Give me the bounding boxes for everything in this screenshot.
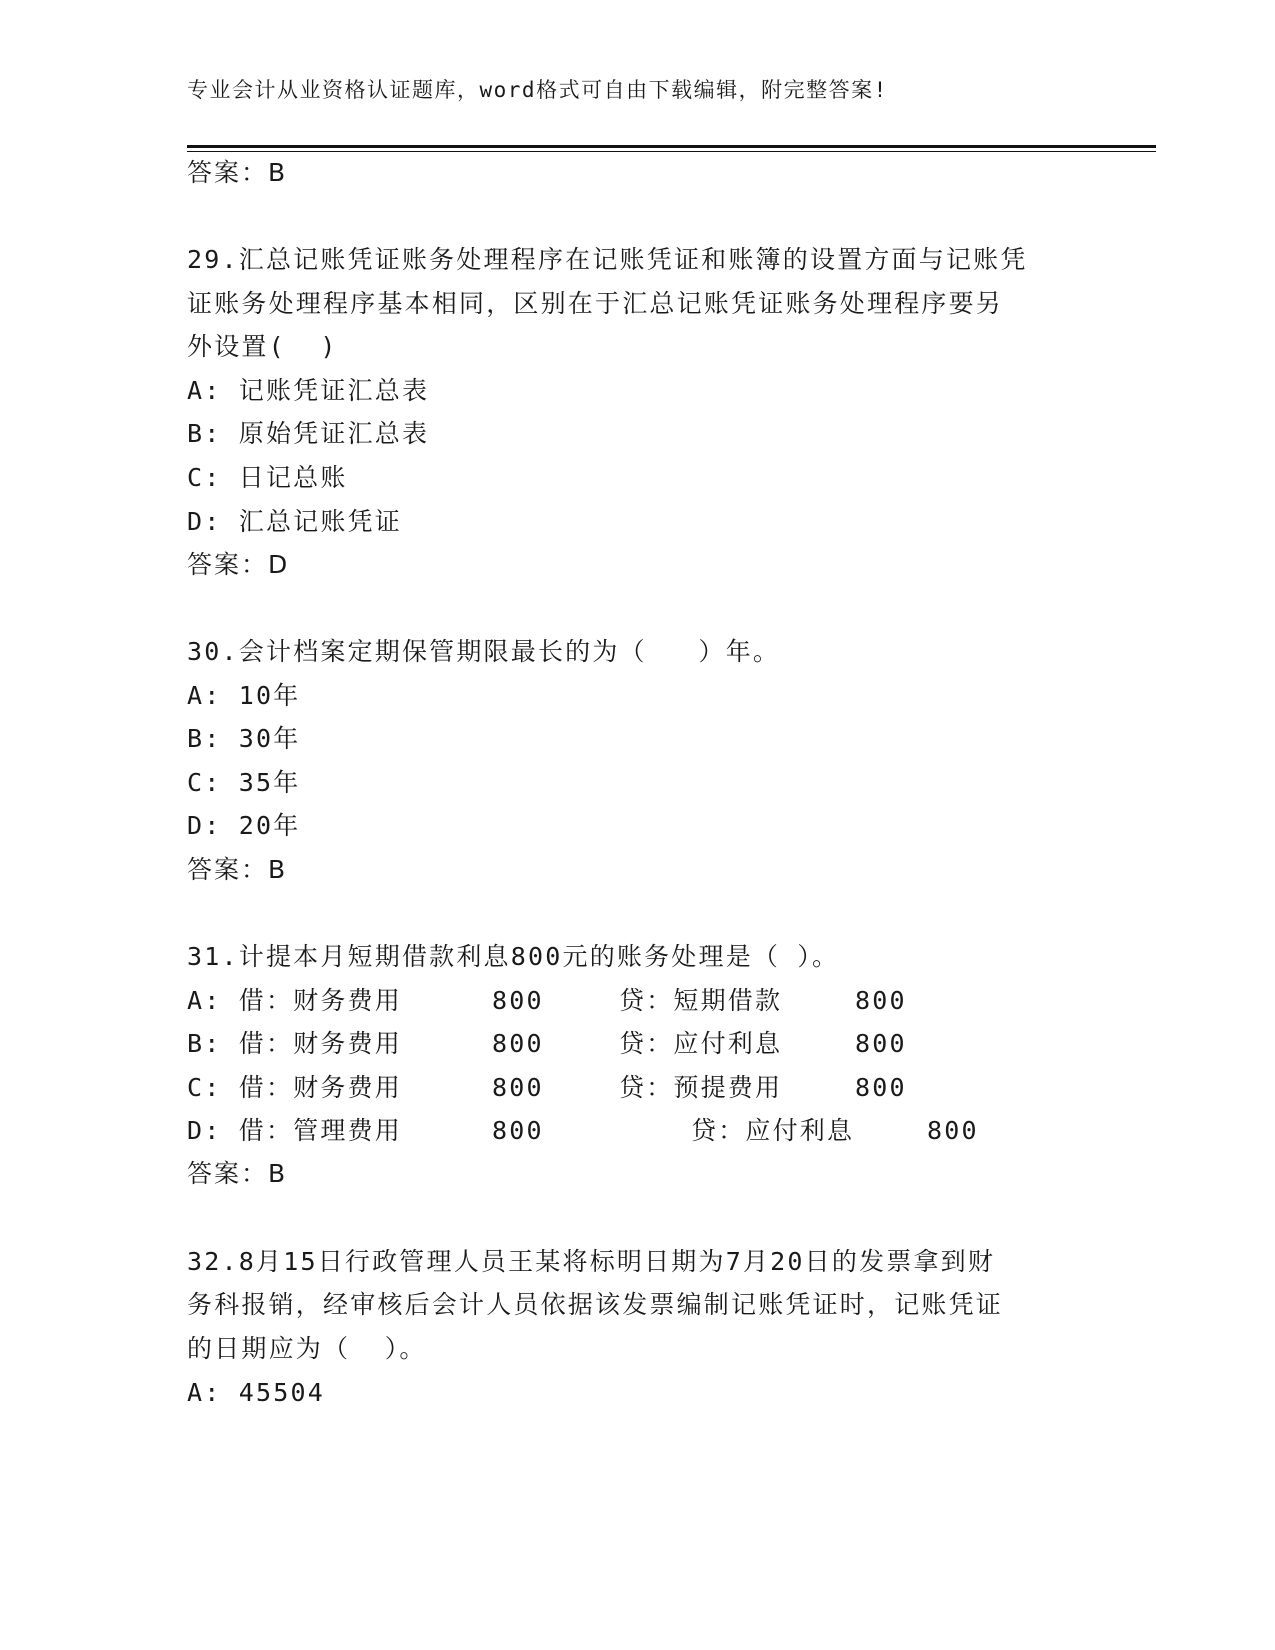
q32-line-1: 32.8月15日行政管理人员王某将标明日期为7月20日的发票拿到财	[187, 1247, 996, 1276]
answer-prev: 答案：B	[187, 158, 288, 187]
q31-a-debit-amount: 800	[492, 986, 544, 1015]
q29-line-1: 29.汇总记账凭证账务处理程序在记账凭证和账簿的设置方面与记账凭	[187, 245, 1028, 274]
q31-d-credit: 贷：应付利息	[691, 1116, 855, 1145]
q31-d-debit: D: 借：管理费用	[187, 1116, 402, 1145]
q29-line-3: 外设置( )	[187, 332, 338, 361]
q31-c-debit-amount: 800	[492, 1073, 544, 1102]
q29-line-2: 证账务处理程序基本相同，区别在于汇总记账凭证账务处理程序要另	[187, 289, 1004, 318]
header-rule-thin	[187, 151, 1156, 152]
q29-option-b: B: 原始凭证汇总表	[187, 419, 430, 448]
q31-c-credit: 贷：预提费用	[619, 1073, 783, 1102]
q30-question: 30.会计档案定期保管期限最长的为（ ）年。	[187, 637, 781, 666]
q32-line-3: 的日期应为（ ）。	[187, 1334, 427, 1363]
q29-answer: 答案：D	[187, 550, 290, 579]
q31-b-credit: 贷：应付利息	[619, 1029, 783, 1058]
q30-option-b: B: 30年	[187, 724, 301, 753]
q31-a-credit-amount: 800	[855, 986, 907, 1015]
q31-answer: 答案：B	[187, 1159, 288, 1188]
q31-c-credit-amount: 800	[855, 1073, 907, 1102]
q30-option-d: D: 20年	[187, 811, 301, 840]
q30-option-c: C: 35年	[187, 768, 301, 797]
q29-option-d: D: 汇总记账凭证	[187, 507, 402, 536]
q31-a-debit: A: 借：财务费用	[187, 986, 402, 1015]
q31-d-credit-amount: 800	[927, 1116, 979, 1145]
q31-d-debit-amount: 800	[492, 1116, 544, 1145]
q31-question: 31.计提本月短期借款利息800元的账务处理是（ ）。	[187, 942, 840, 971]
page-header: 专业会计从业资格认证题库，word格式可自由下载编辑，附完整答案!	[187, 78, 888, 102]
header-rule-thick	[187, 145, 1156, 148]
q30-option-a: A: 10年	[187, 681, 301, 710]
q31-a-credit: 贷：短期借款	[619, 986, 783, 1015]
q32-line-2: 务科报销，经审核后会计人员依据该发票编制记账凭证时，记账凭证	[187, 1290, 1004, 1319]
q32-option-a: A: 45504	[187, 1378, 326, 1407]
q31-b-debit-amount: 800	[492, 1029, 544, 1058]
q29-option-a: A: 记账凭证汇总表	[187, 376, 430, 405]
q31-b-credit-amount: 800	[855, 1029, 907, 1058]
q31-b-debit: B: 借：财务费用	[187, 1029, 402, 1058]
q29-option-c: C: 日记总账	[187, 463, 348, 492]
q31-c-debit: C: 借：财务费用	[187, 1073, 402, 1102]
q30-answer: 答案：B	[187, 855, 288, 884]
